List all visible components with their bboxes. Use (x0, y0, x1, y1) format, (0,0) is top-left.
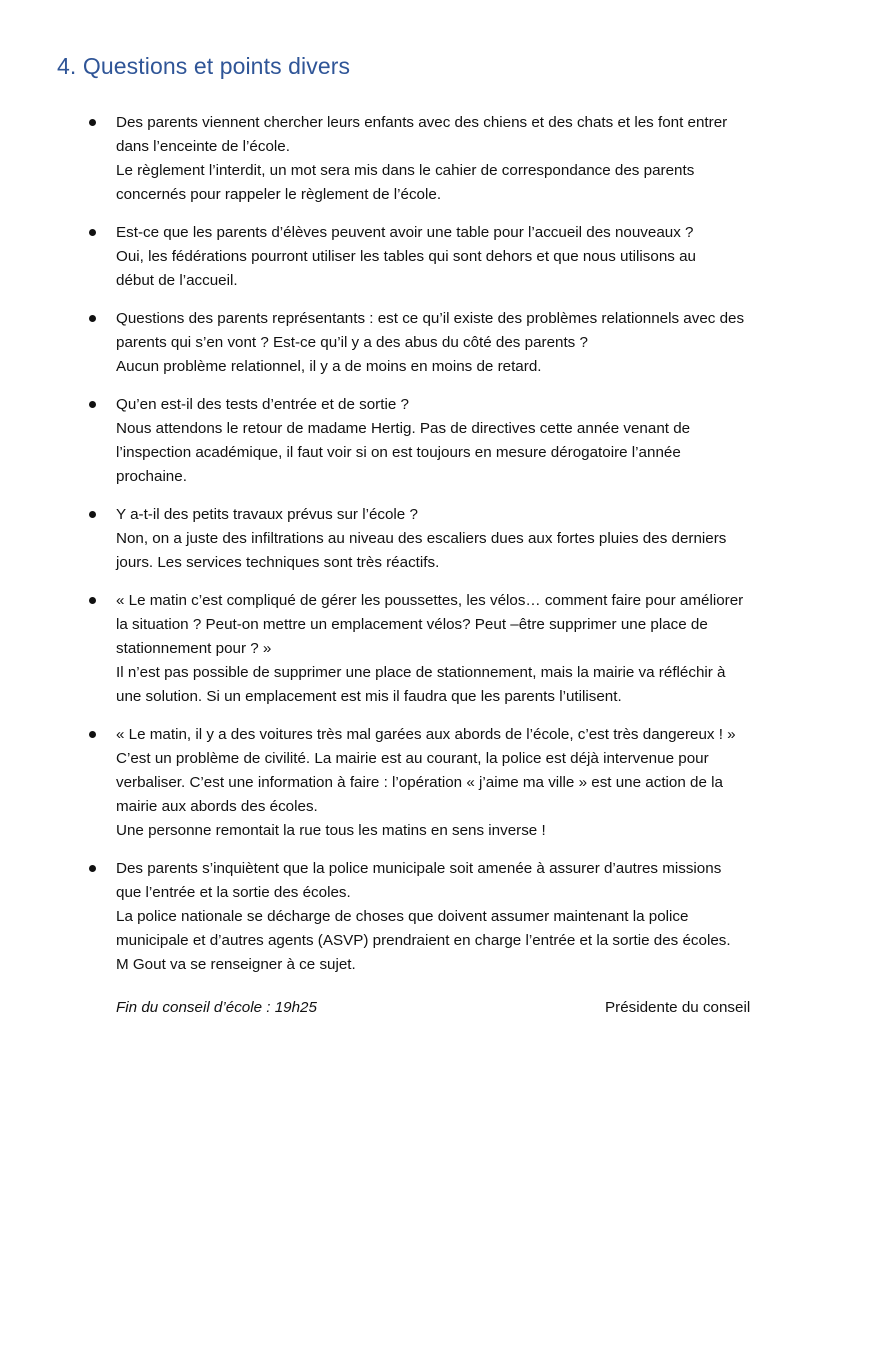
item-text-line: Nous attendons le retour de madame Hertig. Pas de directives cette année venant de (116, 420, 691, 437)
item-text-line: Non, on a juste des infiltrations au niveau des escaliers dues aux fortes pluies des derniers (116, 530, 727, 547)
item-text-line: concernés pour rappeler le règlement de l’école. (116, 186, 442, 203)
bullet-icon (89, 229, 96, 236)
item-text-line: Questions des parents représentants : est ce qu’il existe des problèmes relationnels avec des (116, 310, 745, 327)
signature-label: Présidente du conseil (605, 999, 751, 1016)
item-text-line: Des parents s’inquiètent que la police municipale soit amenée à assurer d’autres missions (116, 860, 722, 877)
bullet-icon (89, 511, 96, 518)
item-text-line: Une personne remontait la rue tous les matins en sens inverse ! (116, 822, 546, 839)
list-item (0, 857, 806, 977)
item-text-line: mairie aux abords des écoles. (116, 798, 318, 815)
bullet-icon (89, 119, 96, 126)
item-text-line: municipale et d’autres agents (ASVP) prendraient en charge l’entrée et la sortie des écoles. (116, 932, 731, 949)
item-text-line: verbaliser. C’est une information à faire : l’opération « j’aime ma ville » est une action de la (116, 774, 723, 791)
list-item (0, 111, 806, 207)
item-text-line: Il n’est pas possible de supprimer une place de stationnement, mais la mairie va réfléchir à (116, 664, 726, 681)
item-text-line: l’inspection académique, il faut voir si on est toujours en mesure dérogatoire l’année (116, 444, 681, 461)
item-text-line: la situation ? Peut-on mettre un emplacement vélos? Peut –être supprimer une place de (116, 616, 708, 633)
item-text-line: M Gout va se renseigner à ce sujet. (116, 956, 356, 973)
questions-list (0, 111, 883, 991)
section-heading: 4. Questions et points divers (57, 53, 351, 79)
bullet-icon (89, 315, 96, 322)
item-text-line: stationnement pour ? » (116, 640, 272, 657)
item-text-line: Qu’en est-il des tests d’entrée et de sortie ? (116, 396, 409, 413)
list-item (0, 307, 806, 379)
item-text-line: que l’entrée et la sortie des écoles. (116, 884, 351, 901)
item-text-line: Oui, les fédérations pourront utiliser les tables qui sont dehors et que nous utilisons au (116, 248, 696, 265)
list-item (0, 723, 806, 843)
list-item (0, 221, 806, 293)
item-text-line: « Le matin, il y a des voitures très mal garées aux abords de l’école, c’est très dangereux ! » (116, 726, 736, 743)
end-of-council-note: Fin du conseil d’école : 19h25 (116, 999, 317, 1016)
item-text-line: parents qui s’en vont ? Est-ce qu’il y a des abus du côté des parents ? (116, 334, 588, 351)
item-text-line: prochaine. (116, 468, 187, 485)
item-text-line: C’est un problème de civilité. La mairie est au courant, la police est déjà intervenue pour (116, 750, 709, 767)
item-text-line: Le règlement l’interdit, un mot sera mis dans le cahier de correspondance des parents (116, 162, 695, 179)
item-text-line: Y a-t-il des petits travaux prévus sur l’école ? (116, 506, 418, 523)
document-footer (0, 996, 883, 1020)
bullet-icon (89, 865, 96, 872)
item-text-line: « Le matin c’est compliqué de gérer les poussettes, les vélos… comment faire pour améliorer (116, 592, 744, 609)
item-text-line: dans l’enceinte de l’école. (116, 138, 290, 155)
list-item (0, 503, 806, 575)
item-text-line: Est-ce que les parents d’élèves peuvent avoir une table pour l’accueil des nouveaux ? (116, 224, 694, 241)
item-text-line: jours. Les services techniques sont très réactifs. (116, 554, 440, 571)
item-text-line: début de l’accueil. (116, 272, 238, 289)
list-item (0, 589, 806, 709)
item-text-line: Des parents viennent chercher leurs enfants avec des chiens et des chats et les font entrer (116, 114, 728, 131)
bullet-icon (89, 731, 96, 738)
bullet-icon (89, 597, 96, 604)
bullet-icon (89, 401, 96, 408)
item-text-line: La police nationale se décharge de choses que doivent assumer maintenant la police (116, 908, 689, 925)
item-text-line: Aucun problème relationnel, il y a de moins en moins de retard. (116, 358, 542, 375)
item-text-line: une solution. Si un emplacement est mis il faudra que les parents l’utilisent. (116, 688, 622, 705)
list-item (0, 393, 806, 489)
